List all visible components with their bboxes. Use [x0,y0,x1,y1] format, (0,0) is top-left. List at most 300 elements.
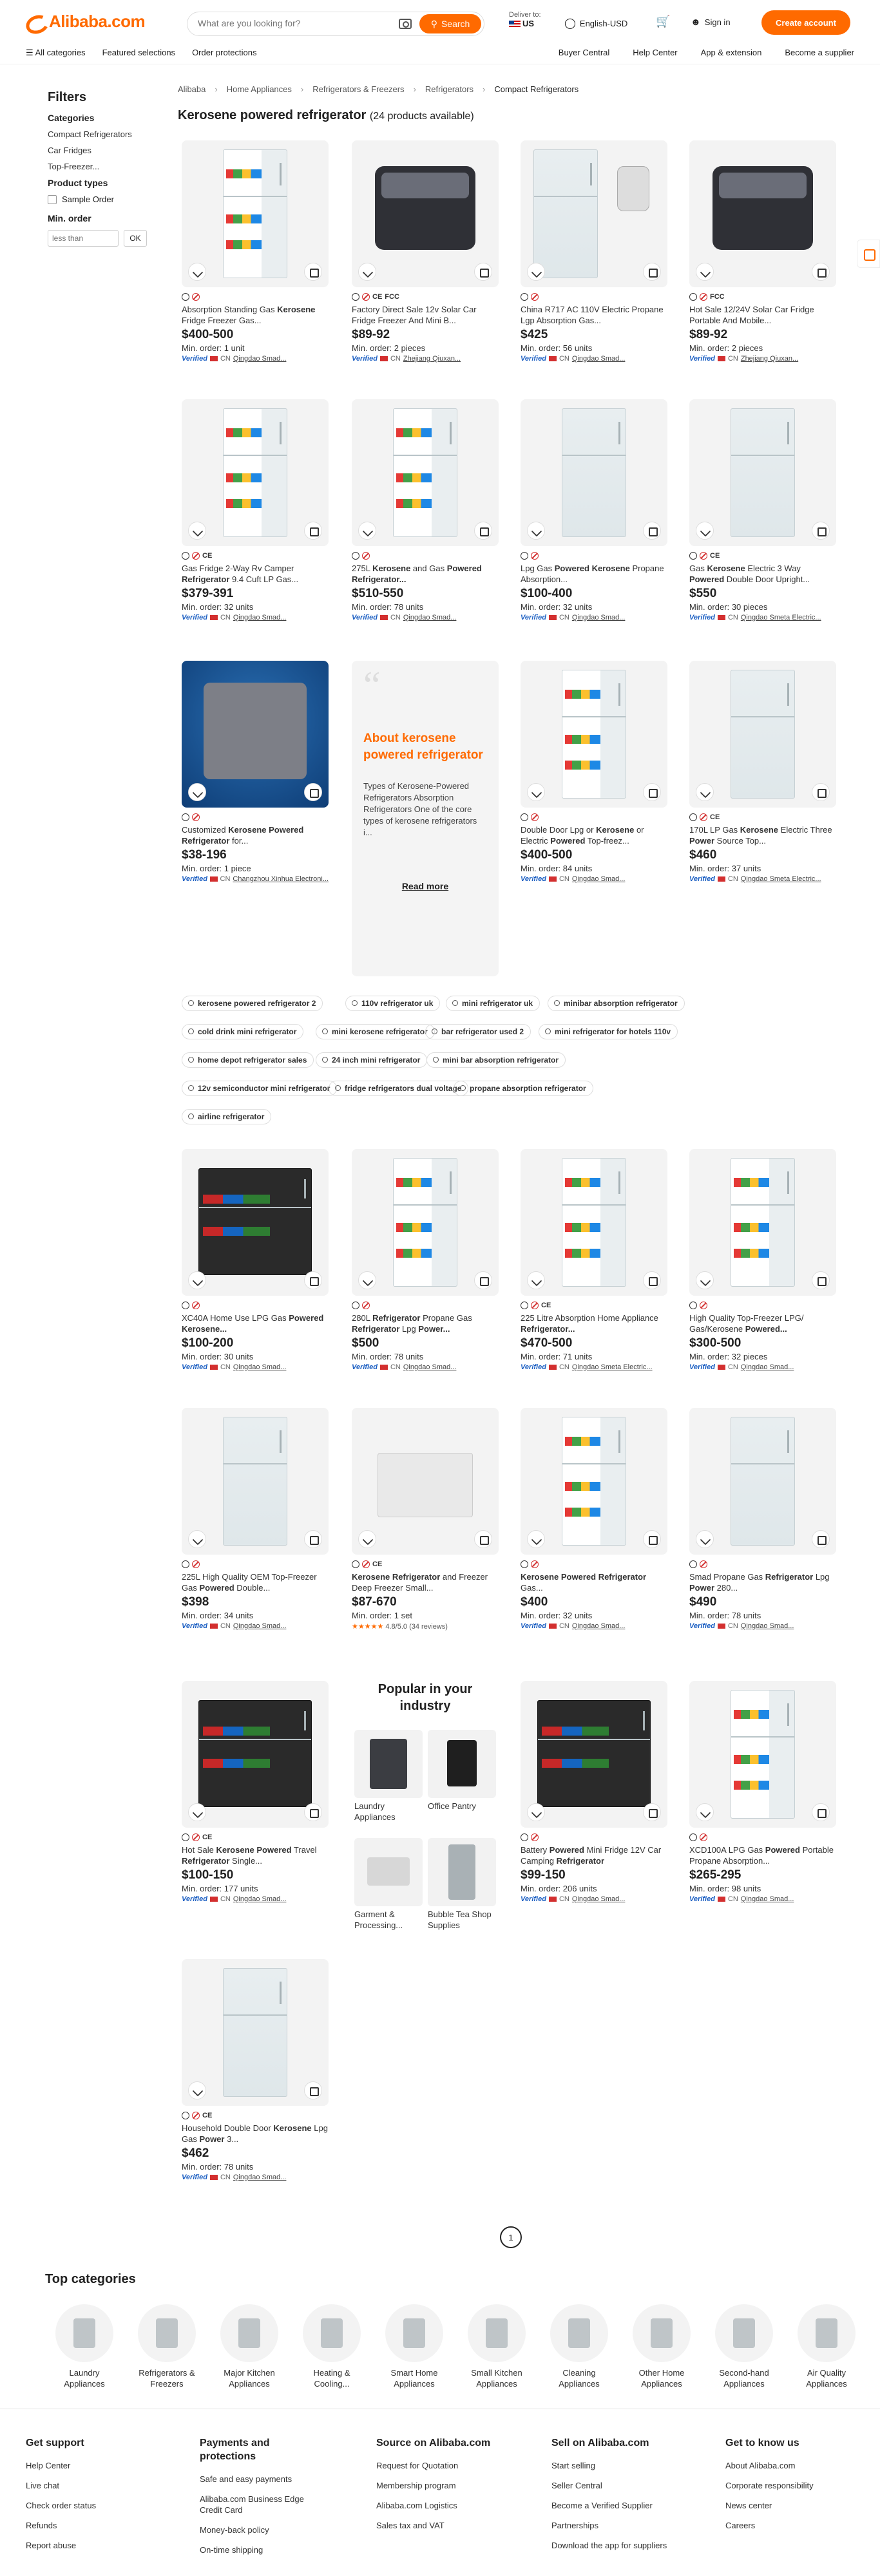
product-image[interactable] [689,399,836,546]
product-name[interactable]: 225 Litre Absorption Home Appliance Refrigerator... [521,1313,658,1334]
share-icon[interactable] [643,1530,661,1548]
category-link[interactable]: Car Fridges [48,146,91,155]
product-name[interactable]: Gas Kerosene Electric 3 Way Powered Double Door Upright... [689,564,810,584]
product-card[interactable] [521,399,667,621]
category-label: Air Quality Appliances [806,2368,847,2389]
product-image[interactable] [352,399,499,546]
supplier-info [689,355,836,363]
supplier-info [182,875,329,883]
certification-badges [689,292,836,301]
certification-icon [182,1560,189,1568]
supplier-name[interactable]: Qingdao Smad... [233,1622,287,1630]
footer-link[interactable]: Partnerships [551,2521,598,2530]
certification-icon [531,1302,539,1309]
related-search-tag[interactable]: mini bar absorption refrigerator [426,1052,566,1068]
top-category-item[interactable] [633,2304,691,2389]
compare-icon[interactable] [188,1271,206,1289]
ce-mark: CE [541,1302,551,1309]
pagination-current-page[interactable]: 1 [500,2226,522,2248]
certification-badges [182,292,329,301]
supplier-name[interactable]: Qingdao Smad... [403,614,457,621]
product-image[interactable] [352,140,499,287]
search-button[interactable] [419,14,481,33]
share-icon[interactable] [304,783,322,801]
supplier-name[interactable]: Qingdao Smeta Electric... [571,1363,653,1371]
compare-icon[interactable] [358,263,376,281]
share-icon[interactable] [643,263,661,281]
app-extension-link[interactable]: App & extension [700,48,762,57]
footer-link[interactable]: News center [725,2501,772,2510]
fridge-image [537,1700,651,1807]
supplier-name[interactable]: Qingdao Smad... [740,1622,794,1630]
product-image[interactable] [182,1681,329,1828]
supplier-name[interactable]: Qingdao Smad... [233,1363,287,1371]
share-icon[interactable] [304,1271,322,1289]
product-image[interactable] [689,661,836,808]
product-card[interactable] [182,661,329,883]
supplier-name[interactable]: Qingdao Smad... [233,2174,287,2181]
language-selector[interactable] [564,17,627,30]
footer-link[interactable]: Become a Verified Supplier [551,2501,653,2510]
min-order: Min. order: 78 units [689,1611,761,1620]
product-name[interactable]: 170L LP Gas Kerosene Electric Three Power Source Top... [689,825,832,846]
product-card[interactable] [182,1959,329,2181]
min-order: Min. order: 71 units [521,1352,593,1361]
compare-icon[interactable] [527,1803,545,1821]
category-image [220,2304,278,2362]
product-card[interactable] [689,1408,836,1630]
category-image [798,2304,856,2362]
sign-in-link[interactable] [691,17,731,28]
product-card[interactable] [182,1408,329,1630]
share-icon[interactable] [474,1530,492,1548]
compare-icon[interactable] [696,522,714,540]
product-image[interactable] [521,1149,667,1296]
sub-navigation-right [559,48,854,57]
product-image[interactable] [182,1408,329,1555]
search-icon: ⚲ [430,18,437,29]
product-name[interactable]: Kerosene Powered Refrigerator Gas... [521,1572,647,1593]
supplier-name[interactable]: Qingdao Smad... [571,1622,626,1630]
product-name[interactable]: Gas Fridge 2-Way Rv Camper Refrigerator 9.4 Cuft LP Gas... [182,564,299,584]
share-icon[interactable] [304,2081,322,2099]
product-card[interactable] [689,140,836,363]
country-code: CN [559,1363,569,1371]
footer-column-title: Payments and protections [200,2438,270,2462]
categories-title: Categories [48,113,95,123]
footer-link[interactable]: Report abuse [26,2541,77,2550]
footer-link[interactable]: On-time shipping [200,2545,263,2555]
certification-icon [521,293,528,301]
product-image[interactable] [521,661,667,808]
product-card[interactable] [521,1681,667,1903]
product-name[interactable]: XC40A Home Use LPG Gas Powered Kerosene... [182,1313,324,1334]
share-icon[interactable] [474,263,492,281]
compare-icon[interactable] [527,1530,545,1548]
category-link[interactable]: Top-Freezer... [48,162,100,171]
certification-icon [700,293,707,301]
about-body: Types of Kerosene-Powered Refrigerators Absorption Refrigerators One of the core types of kerosene refrigerators i... [363,781,477,837]
top-category-item[interactable] [303,2304,361,2389]
ce-mark: CE [710,813,720,821]
country-code: CN [220,875,231,883]
compare-icon[interactable] [188,2081,206,2099]
compare-icon[interactable] [696,783,714,801]
product-image[interactable] [182,1149,329,1296]
certification-icon [521,813,528,821]
share-icon[interactable] [304,1803,322,1821]
supplier-name[interactable]: Qingdao Smad... [571,355,626,363]
product-name[interactable]: 280L Refrigerator Propane Gas Refrigerator Lpg Power... [352,1313,472,1334]
compare-icon[interactable] [696,1530,714,1548]
product-image[interactable] [521,140,667,287]
related-search-tag[interactable]: fridge refrigerators dual voltage [329,1081,468,1096]
supplier-info [182,614,329,621]
top-category-item[interactable] [220,2304,278,2389]
all-categories-link[interactable]: All categories [35,48,86,57]
product-price: $38-196 [182,848,227,862]
min-order: Min. order: 32 units [521,1611,593,1620]
compare-icon[interactable] [696,263,714,281]
fcc-mark: FCC [710,293,725,301]
category-label: Other Home Appliances [638,2368,685,2389]
footer-link[interactable]: Seller Central [551,2481,602,2490]
related-search-tag[interactable]: kerosene powered refrigerator 2 [182,996,323,1011]
share-icon[interactable] [643,1271,661,1289]
cooler-image [713,166,813,250]
breadcrumb-item[interactable]: Refrigerators & Freezers [312,84,405,94]
related-search-tag[interactable]: 12v semiconductor mini refrigerator [182,1081,337,1096]
product-card[interactable] [689,1681,836,1903]
search-input[interactable] [198,18,404,28]
supplier-name[interactable]: Qingdao Smeta Electric... [740,875,821,883]
ce-mark: CE [202,1833,213,1841]
footer-link[interactable]: Request for Quotation [376,2461,459,2470]
verified-badge: Verified [689,1895,715,1903]
compare-icon[interactable] [527,1271,545,1289]
product-image[interactable] [689,1149,836,1296]
camera-icon[interactable] [399,19,412,29]
breadcrumb-item[interactable]: Home Appliances [226,84,292,94]
compare-icon[interactable] [188,263,206,281]
supplier-name[interactable]: Qingdao Smad... [740,1363,794,1371]
compare-icon[interactable] [358,1271,376,1289]
supplier-name[interactable]: Qingdao Smad... [571,1895,626,1903]
product-image[interactable] [352,1408,499,1555]
share-icon[interactable] [643,1803,661,1821]
footer-link[interactable]: Safe and easy payments [200,2474,292,2484]
help-center-link[interactable]: Help Center [633,48,678,57]
product-card[interactable] [521,1408,667,1630]
share-icon[interactable] [643,783,661,801]
compare-icon[interactable] [527,783,545,801]
country-code: CN [390,355,401,363]
share-icon[interactable] [474,522,492,540]
product-image[interactable] [182,1959,329,2106]
share-icon[interactable] [812,1803,830,1821]
min-order: Min. order: 30 units [182,1352,254,1361]
product-name[interactable]: Double Door Lpg or Kerosene or Electric Powered Top-freez... [521,825,644,846]
sample-order-checkbox[interactable] [48,194,164,204]
certification-icon [182,1302,189,1309]
cart-icon[interactable]: 🛒 [656,14,671,28]
verified-badge: Verified [521,355,546,363]
language-label: English-USD [579,18,628,28]
product-card[interactable] [521,661,667,883]
product-card[interactable] [352,1149,499,1371]
min-order-ok-button[interactable]: OK [124,230,147,247]
compare-icon[interactable] [527,263,545,281]
product-price: $100-400 [521,587,573,600]
footer-link[interactable]: Help Center [26,2461,71,2470]
product-name[interactable]: Lpg Gas Powered Kerosene Propane Absorption... [521,564,664,584]
product-card[interactable] [521,140,667,363]
compare-icon[interactable] [696,1271,714,1289]
certification-badges [521,813,667,822]
footer-link[interactable]: Refunds [26,2521,57,2530]
supplier-name[interactable]: Qingdao Smad... [233,614,287,621]
country-code: CN [559,1895,569,1903]
product-name[interactable]: Smad Propane Gas Refrigerator Lpg Power 280... [689,1572,830,1593]
supplier-name[interactable]: Qingdao Smad... [740,1895,794,1903]
certification-badges [182,1301,329,1310]
china-flag-icon [718,1897,725,1902]
product-card[interactable] [182,140,329,363]
footer-link[interactable]: Alibaba.com Business Edge Credit Card [200,2494,304,2515]
supplier-name[interactable]: Qingdao Smeta Electric... [740,614,821,621]
popular-item[interactable] [354,1730,423,1823]
product-name[interactable]: Absorption Standing Gas Kerosene Fridge Freezer Gas... [182,305,316,325]
share-icon[interactable] [812,783,830,801]
share-icon[interactable] [812,1530,830,1548]
related-search-tag[interactable]: 110v refrigerator uk [345,996,440,1011]
product-image[interactable] [521,1681,667,1828]
about-card [352,661,499,976]
share-icon[interactable] [643,522,661,540]
product-card[interactable] [689,1149,836,1371]
order-protections-link[interactable]: Order protections [192,48,257,57]
certification-icon [521,552,528,560]
supplier-name[interactable]: Changzhou Xinhua Electroni... [233,875,329,883]
certification-badges [689,813,836,822]
feedback-icon[interactable] [857,240,880,268]
product-image[interactable] [182,140,329,287]
footer-link[interactable]: Careers [725,2521,756,2530]
breadcrumb-item[interactable]: Refrigerators [425,84,474,94]
alibaba-logo[interactable] [26,12,145,32]
buyer-central-link[interactable]: Buyer Central [558,48,610,57]
top-category-item[interactable] [715,2304,773,2389]
product-name[interactable]: 275L Kerosene and Gas Powered Refrigerator... [352,564,482,584]
product-name[interactable]: Factory Direct Sale 12v Solar Car Fridge Freezer And Mini B... [352,305,477,325]
top-category-item[interactable] [798,2304,856,2389]
product-image[interactable] [182,399,329,546]
popular-item[interactable] [428,1838,496,1931]
min-order: Min. order: 2 pieces [352,343,426,353]
create-account-button[interactable]: Create account [761,10,850,35]
product-name[interactable]: Hot Sale Kerosene Powered Travel Refrigerator Single... [182,1845,317,1866]
product-name[interactable]: Battery Powered Mini Fridge 12V Car Camping Refrigerator [521,1845,662,1866]
supplier-info [689,1622,836,1630]
breadcrumb-current: Compact Refrigerators [494,84,579,94]
product-image[interactable] [521,1408,667,1555]
footer-column-title: Sell on Alibaba.com [551,2438,649,2448]
supplier-name[interactable]: Zhejiang Qiuxan... [740,355,799,363]
popular-in-industry [352,1681,499,1930]
breadcrumb-item[interactable]: Alibaba [178,84,206,94]
fridge-image [223,1417,287,1546]
read-more-link[interactable]: Read more [401,881,449,891]
certification-icon [362,552,370,560]
related-search-tag[interactable]: propane absorption refrigerator [454,1081,593,1096]
product-card[interactable] [182,1149,329,1371]
rating [352,1622,499,1631]
certification-icon [182,293,189,301]
verified-badge: Verified [182,614,207,621]
product-card[interactable] [521,1149,667,1371]
featured-selections-link[interactable]: Featured selections [102,48,176,57]
supplier-info [689,614,836,621]
deliver-country: US [522,19,535,28]
share-icon[interactable] [474,1271,492,1289]
fridge-image [223,408,287,537]
china-flag-icon [210,356,218,361]
product-image[interactable] [182,661,329,808]
product-name[interactable]: Customized Kerosene Powered Refrigerator for... [182,825,304,846]
fridge-image [562,1158,626,1287]
supplier-name[interactable]: Qingdao Smad... [571,875,626,883]
category-link[interactable]: Compact Refrigerators [48,129,132,139]
country-code: CN [220,1622,231,1630]
compare-icon[interactable] [358,522,376,540]
certification-icon [700,1833,707,1841]
product-name[interactable]: 225L High Quality OEM Top-Freezer Gas Powered Double... [182,1572,317,1593]
product-image[interactable] [689,140,836,287]
product-image[interactable] [521,399,667,546]
top-category-item[interactable] [550,2304,608,2389]
product-image[interactable] [352,1149,499,1296]
product-name[interactable]: Hot Sale 12/24V Solar Car Fridge Portable And Mobile... [689,305,814,325]
product-image[interactable] [689,1408,836,1555]
product-price: $400-500 [182,328,234,341]
deliver-to[interactable] [509,10,541,28]
footer-link[interactable]: Download the app for suppliers [551,2541,667,2550]
compare-icon[interactable] [188,1530,206,1548]
become-supplier-link[interactable]: Become a supplier [785,48,854,57]
related-search-tag[interactable]: mini kerosene refrigerator [316,1024,435,1039]
share-icon[interactable] [812,522,830,540]
share-icon[interactable] [812,263,830,281]
chevron-right-icon: › [300,84,304,94]
verified-badge: Verified [521,614,546,621]
footer-link[interactable]: Alibaba.com Logistics [376,2501,457,2510]
footer-link[interactable]: Live chat [26,2481,60,2490]
share-icon[interactable] [304,263,322,281]
product-name[interactable]: XCD100A LPG Gas Powered Portable Propane Absorption... [689,1845,834,1866]
product-price: $89-92 [689,328,728,341]
product-card[interactable] [182,399,329,621]
footer-link[interactable]: Membership program [376,2481,456,2490]
compare-icon[interactable] [527,522,545,540]
product-name[interactable]: China R717 AC 110V Electric Propane Lgp Absorption Gas... [521,305,664,325]
supplier-name[interactable]: Zhejiang Qiuxan... [403,355,461,363]
product-name[interactable]: Kerosene Refrigerator and Freezer Deep Freezer Small... [352,1572,488,1593]
footer-link[interactable]: Money-back policy [200,2525,269,2535]
footer-link[interactable]: Corporate responsibility [725,2481,814,2490]
min-order-input[interactable] [48,230,119,247]
related-search-tag[interactable]: bar refrigerator used 2 [425,1024,531,1039]
related-search-tag[interactable]: minibar absorption refrigerator [548,996,685,1011]
footer-column [551,2436,680,2560]
product-name[interactable]: Household Double Door Kerosene Lpg Gas Power 3... [182,2123,328,2144]
supplier-info [521,1363,667,1371]
related-search-tag[interactable]: cold drink mini refrigerator [182,1024,303,1039]
footer-link[interactable]: About Alibaba.com [725,2461,796,2470]
min-order: Min. order: 32 units [182,602,254,612]
product-card[interactable] [352,1408,499,1631]
product-card[interactable] [182,1681,329,1903]
related-search-tag[interactable]: airline refrigerator [182,1109,271,1124]
compare-icon[interactable] [188,1803,206,1821]
top-category-item[interactable] [385,2304,443,2389]
share-icon[interactable] [304,1530,322,1548]
compare-icon[interactable] [188,783,206,801]
top-category-item[interactable] [468,2304,526,2389]
checkbox-box[interactable] [48,195,57,204]
compare-icon[interactable] [696,1803,714,1821]
supplier-name[interactable]: Qingdao Smad... [233,1895,287,1903]
min-order: Min. order: 78 units [352,602,424,612]
compare-icon[interactable] [188,522,206,540]
supplier-name[interactable]: Qingdao Smad... [571,614,626,621]
supplier-info [182,1622,329,1630]
popular-item[interactable] [354,1838,423,1931]
popular-item[interactable] [428,1730,496,1812]
related-search-tag[interactable]: mini refrigerator uk [446,996,540,1011]
product-name[interactable]: High Quality Top-Freezer LPG/ Gas/Kerosene Powered... [689,1313,804,1334]
product-card[interactable] [352,399,499,621]
product-price: $490 [689,1595,717,1609]
related-search-tag[interactable]: mini refrigerator for hotels 110v [539,1024,678,1039]
supplier-name[interactable]: Qingdao Smad... [233,355,287,363]
category-image [385,2304,443,2362]
min-order: Min. order: 78 units [182,2162,254,2172]
product-image[interactable] [689,1681,836,1828]
product-card[interactable] [689,661,836,883]
share-icon[interactable] [304,522,322,540]
footer-link[interactable]: Start selling [551,2461,595,2470]
menu-icon[interactable]: ☰ All categories [26,48,86,57]
country-code: CN [559,875,569,883]
supplier-name[interactable]: Qingdao Smad... [403,1363,457,1371]
fridge-image [731,1158,795,1287]
related-search-tag[interactable]: 24 inch mini refrigerator [316,1052,427,1068]
fridge-image [562,408,626,537]
related-search-tag[interactable]: home depot refrigerator sales [182,1052,314,1068]
compare-icon[interactable] [358,1530,376,1548]
share-icon[interactable] [812,1271,830,1289]
category-image [138,2304,196,2362]
top-category-item[interactable] [138,2304,196,2389]
category-image [633,2304,691,2362]
fridge-image [731,1417,795,1546]
supplier-info [521,1622,667,1630]
footer-link[interactable]: Check order status [26,2501,97,2510]
top-category-item[interactable] [55,2304,113,2389]
product-card[interactable] [689,399,836,621]
footer-link[interactable]: Sales tax and VAT [376,2521,445,2530]
product-card[interactable] [352,140,499,363]
